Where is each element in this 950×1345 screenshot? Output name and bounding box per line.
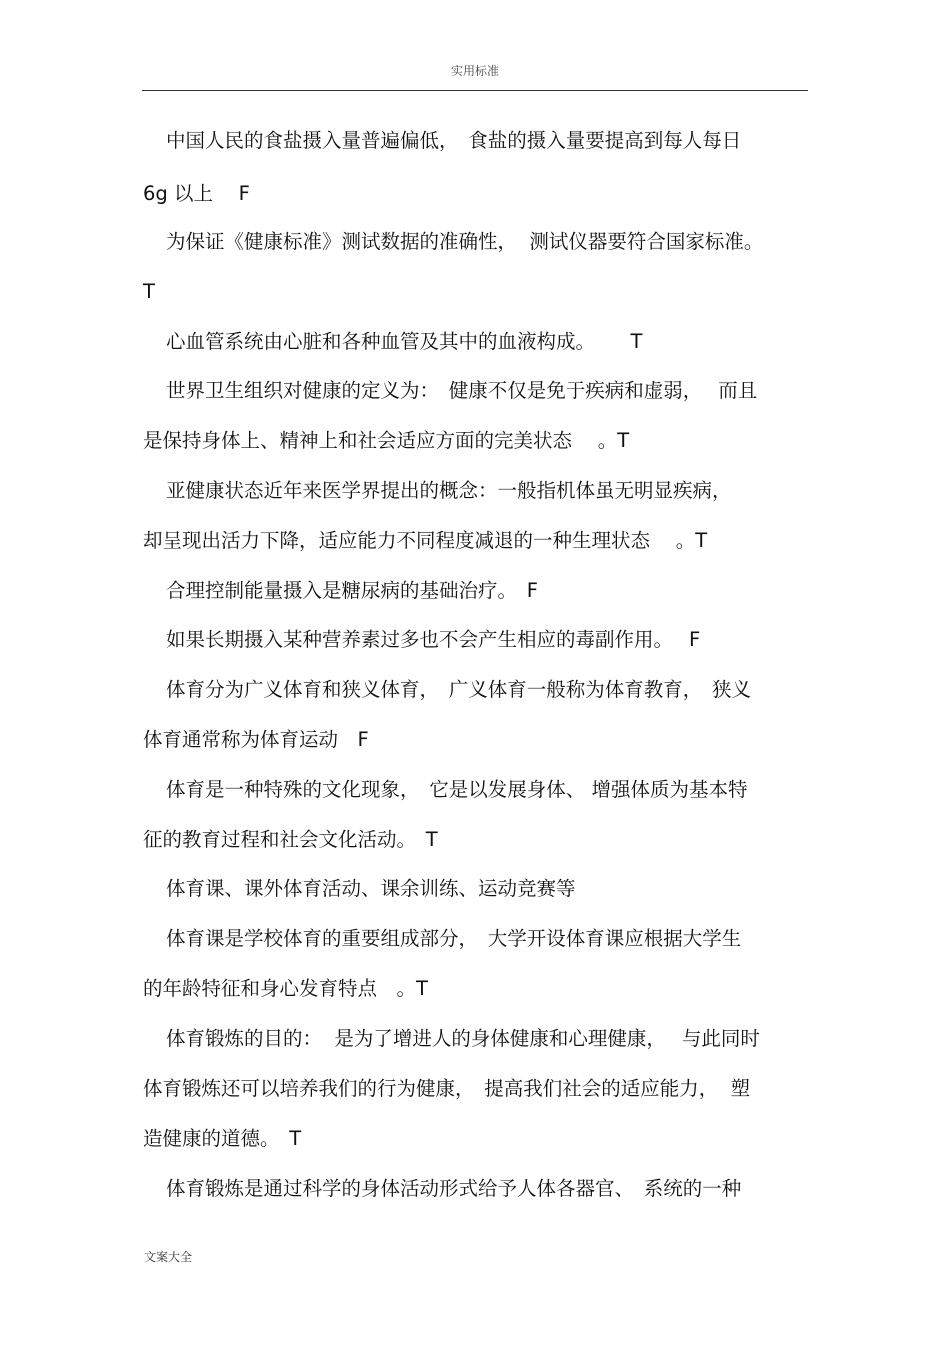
text-line: 亚健康状态近年来医学界提出的概念：一般指机体虽无明显疾病， [166,479,732,502]
text-line: 征的教育过程和社会文化活动。 T [143,828,438,851]
text-line: 是保持身体上、精神上和社会适应方面的完美状态 。T [143,429,630,452]
page-header: 实用标准 [450,64,499,78]
text-line: 体育通常称为体育运动 F [143,728,369,751]
text-line: 体育课、课外体育活动、课余训练、运动竞赛等 [166,877,576,900]
text-line: 体育锻炼是通过科学的身体活动形式给予人体各器官、 系统的一种 [166,1177,742,1200]
text-line: 6g 以上 F [143,182,250,205]
text-line: 心血管系统由心脏和各种血管及其中的血液构成。 T [166,330,643,353]
text-line: 却呈现出活力下降，适应能力不同程度减退的一种生理状态 。T [143,529,708,552]
text-line: 体育锻炼还可以培养我们的行为健康， 提高我们社会的适应能力， 塑 [143,1077,751,1100]
text-line: 造健康的道德。 T [143,1127,302,1150]
text-line: T [143,280,155,303]
header-divider [142,90,808,91]
text-line: 中国人民的食盐摄入量普遍偏低， 食盐的摄入量要提高到每人每日 [166,129,742,152]
text-line: 的年龄特征和身心发育特点 。T [143,977,428,1000]
text-line: 体育是一种特殊的文化现象， 它是以发展身体、 增强体质为基本特 [166,778,748,801]
text-line: 如果长期摄入某种营养素过多也不会产生相应的毒副作用。 F [166,628,701,651]
text-line: 合理控制能量摄入是糖尿病的基础治疗。 F [166,579,538,602]
text-line: 体育锻炼的目的： 是为了增进人的身体健康和心理健康， 与此同时 [166,1027,760,1050]
text-line: 体育课是学校体育的重要组成部分， 大学开设体育课应根据大学生 [166,927,742,950]
text-line: 世界卫生组织对健康的定义为： 健康不仅是免于疾病和虚弱， 而且 [166,379,758,402]
text-line: 体育分为广义体育和狭义体育， 广义体育一般称为体育教育， 狭义 [166,678,752,701]
page-footer: 文案大全 [144,1250,193,1264]
text-line: 为保证《健康标准》测试数据的准确性， 测试仪器要符合国家标准。 [166,230,764,253]
